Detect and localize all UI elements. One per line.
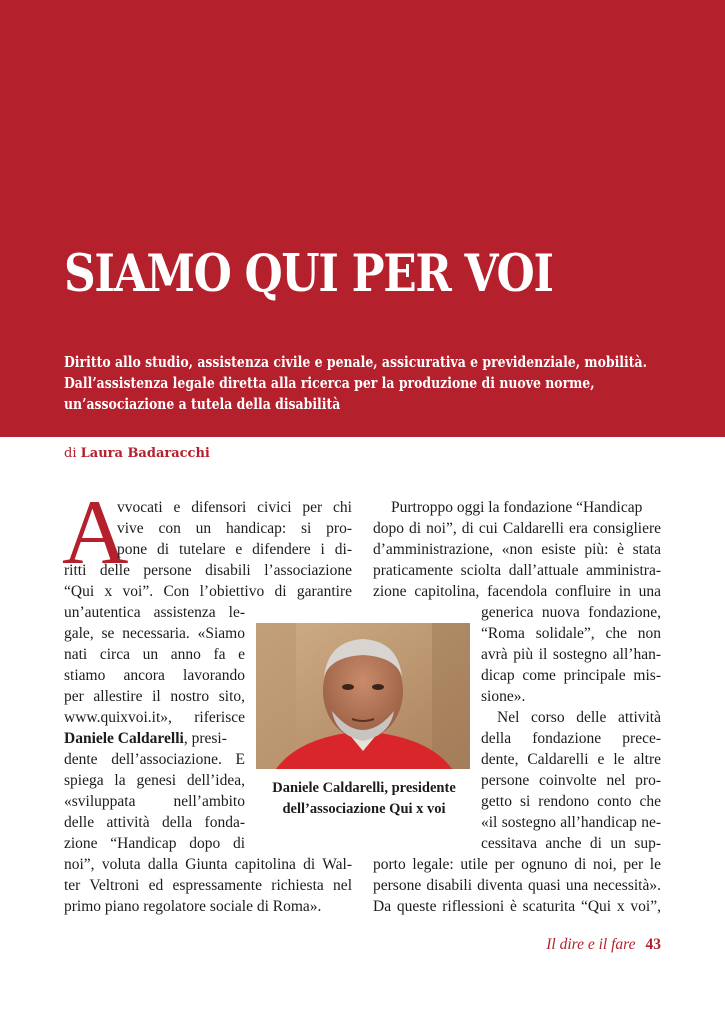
drop-cap: A xyxy=(62,481,129,583)
body-line: persone coinvolte nel pro- xyxy=(481,772,661,789)
body-line: della fondazione prece- xyxy=(481,730,661,747)
body-line: delle attività della fonda- xyxy=(64,814,245,831)
body-line: ritti delle persone disabili l’associazione xyxy=(64,562,352,579)
magazine-name: Il dire e il fare xyxy=(546,936,636,953)
subtitle-line: un’associazione a tutela della disabilità xyxy=(64,395,341,413)
body-line: dopo di noi”, di cui Caldarelli era consigliere xyxy=(373,520,661,537)
body-line: dicap come principale mis- xyxy=(481,667,661,684)
body-line: getto si rendono conto che xyxy=(481,793,661,810)
body-line: vvocati e difensori civici per chi xyxy=(117,499,352,516)
body-line: Nel corso delle attività xyxy=(497,709,661,726)
body-line: “Roma solidale”, che non xyxy=(481,625,661,642)
caption-line: Daniele Caldarelli, presidente xyxy=(272,780,456,796)
byline xyxy=(64,446,210,461)
body-line: nati circa un anno fa e xyxy=(64,646,245,663)
byline-author: Laura Badaracchi xyxy=(80,446,210,461)
body-line: persone disabili diventa quasi una necessità». xyxy=(373,877,661,894)
byline-prefix: di xyxy=(64,446,77,461)
page-number: 43 xyxy=(645,936,661,953)
body-line: avrà più il sostegno all’han- xyxy=(481,646,661,663)
photo-caption xyxy=(250,778,478,820)
page-footer xyxy=(546,936,661,954)
body-line: pone di tutelare e difendere i di- xyxy=(117,541,352,558)
subtitle-line: Dall’assistenza legale diretta alla ricerca per la produzione di nuove norme, xyxy=(64,374,595,392)
portrait-illustration xyxy=(256,623,470,769)
body-line: zione “Handicap dopo di xyxy=(64,835,245,852)
header-banner xyxy=(0,0,725,437)
body-line: noi”, voluta dalla Giunta capitolina di Wal- xyxy=(64,856,352,873)
body-line: generica nuova fondazione, xyxy=(481,604,661,621)
body-line: Da queste riflessioni è scaturita “Qui x voi”, xyxy=(373,898,661,915)
body-line: ter Veltroni ed espressamente richiesta nel xyxy=(64,877,352,894)
body-line: dente dell’associazione. E xyxy=(64,751,245,768)
body-line: praticamente sciolta dall’attuale amministra- xyxy=(373,562,661,579)
body-line: per allestire il nostro sito, xyxy=(64,688,245,705)
article-subtitle xyxy=(64,352,662,415)
name-highlight: Daniele Caldarelli xyxy=(64,730,184,747)
body-line: primo piano regolatore sociale di Roma». xyxy=(64,898,322,915)
body-line: Daniele Caldarelli, presi- xyxy=(64,730,227,747)
body-line: zione capitolina, facendola confluire in una xyxy=(373,583,661,600)
body-line: “Qui x voi”. Con l’obiettivo di garantire xyxy=(64,583,352,600)
body-line: www.quixvoi.it», riferisce xyxy=(64,709,245,726)
body-line: spiega la genesi dell’idea, xyxy=(64,772,245,789)
caption-line: dell’associazione Qui x voi xyxy=(282,801,446,817)
body-line: gale, se necessaria. «Siamo xyxy=(64,625,245,642)
body-line: Purtroppo oggi la fondazione “Handicap xyxy=(391,499,643,516)
article-title: SIAMO QUI PER VOI xyxy=(64,244,553,304)
body-line: vive con un handicap: si pro- xyxy=(117,520,352,537)
body-line: d’amministrazione, «non esiste più: è stata xyxy=(373,541,661,558)
body-line: dente, Caldarelli e le altre xyxy=(481,751,661,768)
body-line: cessitava anche di un sup- xyxy=(481,835,661,852)
body-line: porto legale: utile per ognuno di noi, per le xyxy=(373,856,661,873)
subtitle-line: Diritto allo studio, assistenza civile e penale, assicurativa e previdenziale, mobilità. xyxy=(64,353,647,371)
body-line: un’autentica assistenza le- xyxy=(64,604,245,621)
body-line: stiamo ancora lavorando xyxy=(64,667,245,684)
body-line: «sviluppata nell’ambito xyxy=(64,793,245,810)
body-line: sione». xyxy=(481,688,526,705)
portrait-photo xyxy=(256,623,470,769)
body-line: «il sostegno all’handicap ne- xyxy=(481,814,661,831)
